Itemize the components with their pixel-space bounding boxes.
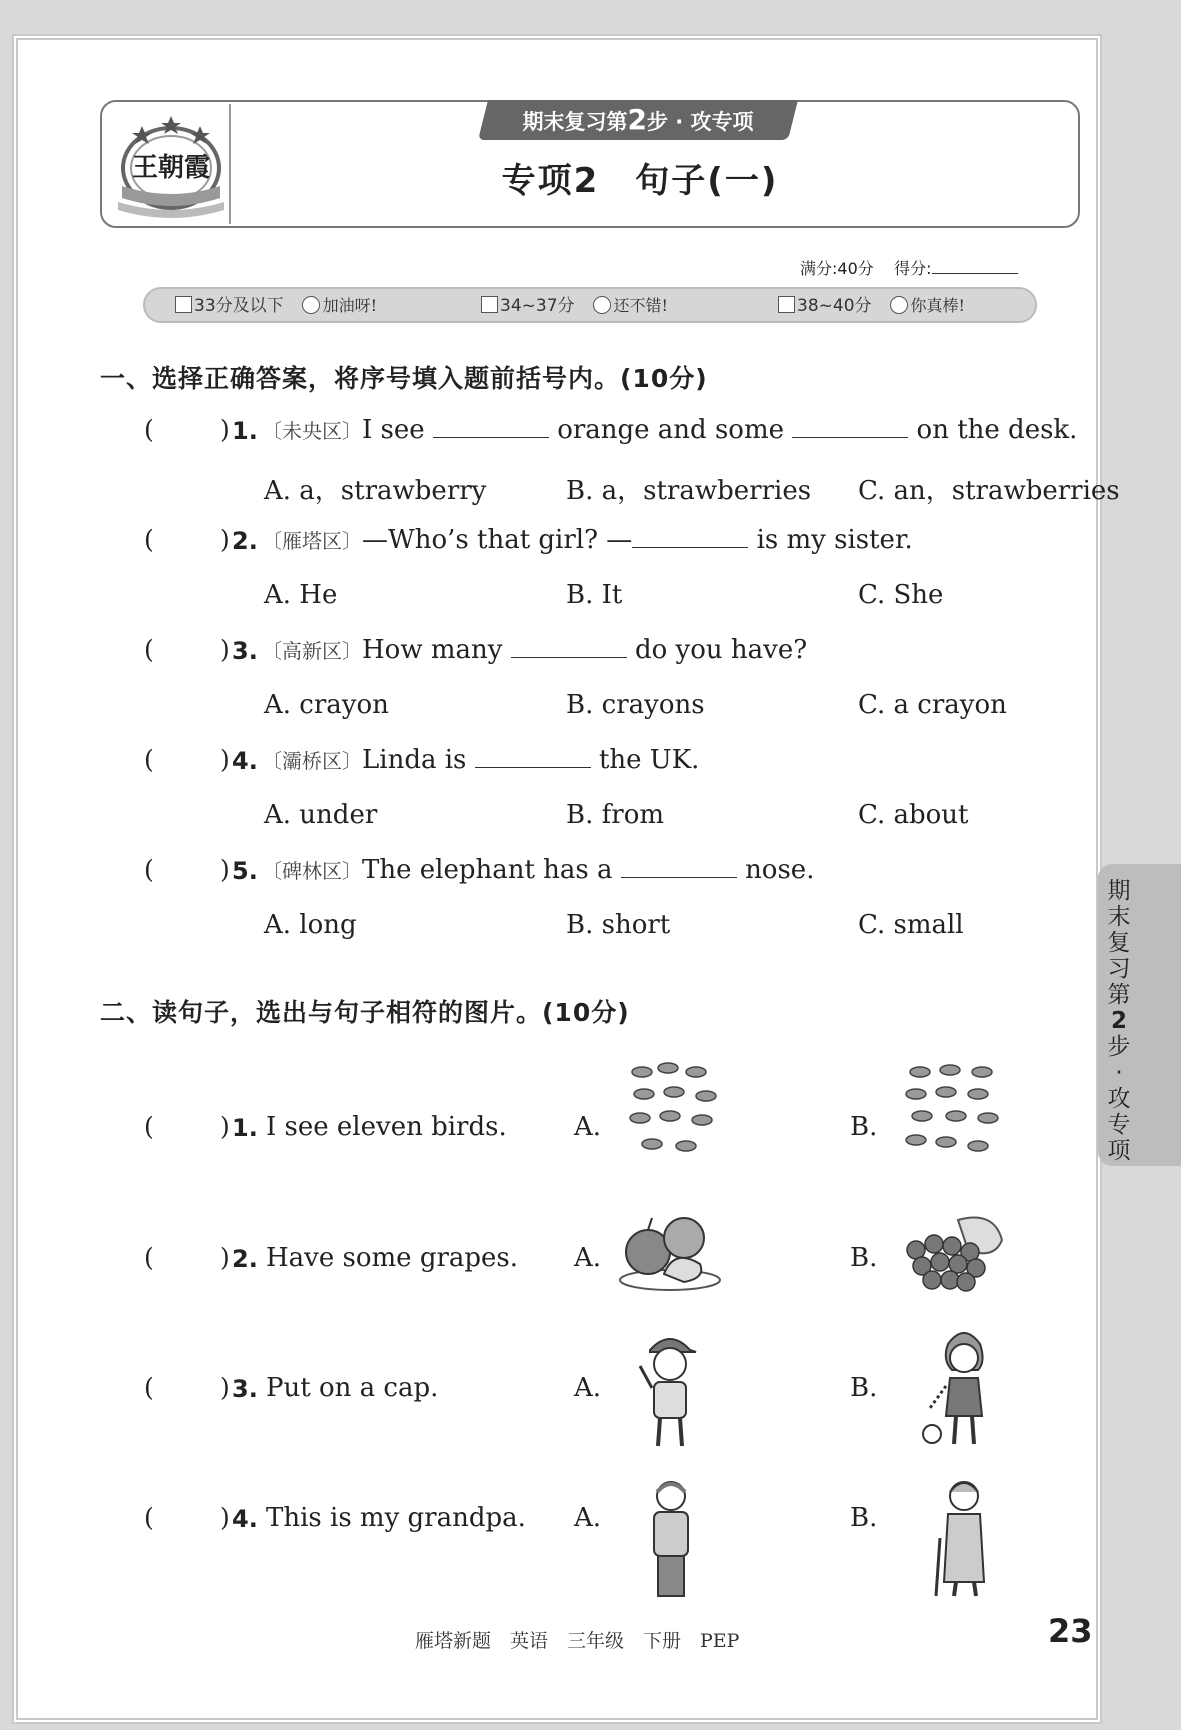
option-b: B. a，strawberries bbox=[566, 476, 812, 506]
page-number: 23 bbox=[1048, 1612, 1093, 1650]
answer-blank[interactable] bbox=[433, 415, 549, 438]
option-c: C. small bbox=[858, 910, 964, 940]
option-a: A. crayon bbox=[264, 690, 389, 720]
answer-blank[interactable] bbox=[621, 855, 737, 878]
question-number: 5. bbox=[232, 857, 258, 885]
question-number: 3. bbox=[232, 1375, 258, 1403]
step-label: 期末复习第2步 · 攻专项 bbox=[522, 103, 754, 136]
answer-blank[interactable] bbox=[792, 415, 908, 438]
question-text: 〔灞桥区〕Linda is the UK. bbox=[262, 745, 700, 775]
choice-b-label: B. bbox=[850, 1112, 878, 1142]
answer-paren: ( bbox=[144, 855, 154, 884]
answer-paren: ) bbox=[220, 1243, 230, 1272]
answer-paren: ) bbox=[220, 1112, 230, 1141]
answer-paren: ) bbox=[220, 525, 230, 554]
footer-text: 雁塔新题 英语 三年级 下册 PEP bbox=[415, 1630, 740, 1652]
option-c: C. about bbox=[858, 800, 969, 830]
option-c: C. an，strawberries bbox=[858, 476, 1120, 506]
face-icon bbox=[302, 296, 320, 314]
question-number: 4. bbox=[232, 1505, 258, 1533]
answer-paren: ( bbox=[144, 1503, 154, 1532]
option-b: B. short bbox=[566, 910, 671, 940]
choice-a-label: A. bbox=[574, 1373, 602, 1403]
answer-blank[interactable] bbox=[475, 745, 591, 768]
question-text: 〔雁塔区〕—Who’s that girl? — is my sister. bbox=[262, 525, 913, 555]
question-number: 1. bbox=[232, 1114, 258, 1142]
logo-divider bbox=[229, 104, 231, 224]
rating-high: 38~40分 你真棒! bbox=[778, 294, 965, 318]
sentence-text: Have some grapes. bbox=[266, 1243, 519, 1273]
option-b: B. from bbox=[566, 800, 664, 830]
svg-text:王朝霞: 王朝霞 bbox=[131, 153, 211, 183]
grandma-picture bbox=[930, 1478, 994, 1600]
side-tab-label: 期 末 复 习 第 2 步 · 攻 专 项 bbox=[1107, 878, 1131, 1164]
rating-checkbox[interactable] bbox=[481, 296, 498, 313]
option-c: C. She bbox=[858, 580, 944, 610]
grandpa-picture bbox=[640, 1478, 702, 1600]
birds-a-picture bbox=[622, 1058, 734, 1170]
answer-paren: ) bbox=[220, 415, 230, 444]
answer-paren: ( bbox=[144, 415, 154, 444]
score-blank[interactable] bbox=[932, 259, 1018, 274]
answer-paren: ) bbox=[220, 855, 230, 884]
choice-a-label: A. bbox=[574, 1112, 602, 1142]
answer-paren: ( bbox=[144, 745, 154, 774]
answer-paren: ) bbox=[220, 1503, 230, 1532]
apples-picture bbox=[614, 1208, 726, 1294]
option-a: A. He bbox=[264, 580, 338, 610]
question-number: 4. bbox=[232, 747, 258, 775]
question-text: 〔碑林区〕The elephant has a nose. bbox=[262, 855, 815, 885]
face-icon bbox=[890, 296, 908, 314]
answer-paren: ( bbox=[144, 525, 154, 554]
rating-low: 33分及以下 加油呀! bbox=[175, 294, 377, 318]
answer-paren: ( bbox=[144, 1243, 154, 1272]
score-line bbox=[800, 256, 1018, 279]
answer-blank[interactable] bbox=[632, 525, 748, 548]
grapes-picture bbox=[898, 1210, 1008, 1296]
choice-b-label: B. bbox=[850, 1373, 878, 1403]
brand-logo bbox=[112, 106, 230, 224]
choice-a-label: A. bbox=[574, 1503, 602, 1533]
rating-checkbox[interactable] bbox=[175, 296, 192, 313]
answer-paren: ( bbox=[144, 1112, 154, 1141]
score-label: 得分: bbox=[894, 259, 932, 278]
question-number: 1. bbox=[232, 417, 258, 445]
rating-mid: 34~37分 还不错! bbox=[481, 294, 668, 318]
section1-heading: 一、选择正确答案，将序号填入题前括号内。(10分) bbox=[100, 364, 708, 393]
question-number: 3. bbox=[232, 637, 258, 665]
answer-paren: ) bbox=[220, 745, 230, 774]
option-a: A. a，strawberry bbox=[264, 476, 487, 506]
option-c: C. a crayon bbox=[858, 690, 1007, 720]
option-b: B. crayons bbox=[566, 690, 705, 720]
section2-heading: 二、读句子，选出与句子相符的图片。(10分) bbox=[100, 998, 630, 1027]
answer-paren: ( bbox=[144, 635, 154, 664]
answer-paren: ( bbox=[144, 1373, 154, 1402]
choice-a-label: A. bbox=[574, 1243, 602, 1273]
question-text: 〔未央区〕I see orange and some on the desk. bbox=[262, 415, 1078, 445]
choice-b-label: B. bbox=[850, 1243, 878, 1273]
option-a: A. long bbox=[264, 910, 357, 940]
girl-ball-picture bbox=[918, 1326, 1004, 1450]
answer-paren: ) bbox=[220, 635, 230, 664]
page-title: 专项2 句子(一) bbox=[501, 161, 779, 201]
choice-b-label: B. bbox=[850, 1503, 878, 1533]
answer-paren: ) bbox=[220, 1373, 230, 1402]
full-score-label: 满分:40分 bbox=[800, 259, 874, 278]
question-number: 2. bbox=[232, 527, 258, 555]
option-b: B. It bbox=[566, 580, 623, 610]
question-number: 2. bbox=[232, 1245, 258, 1273]
boy-cap-picture bbox=[630, 1326, 710, 1450]
sentence-text: Put on a cap. bbox=[266, 1373, 439, 1403]
rating-checkbox[interactable] bbox=[778, 296, 795, 313]
birds-b-picture bbox=[900, 1060, 1012, 1172]
sentence-text: This is my grandpa. bbox=[266, 1503, 526, 1533]
sentence-text: I see eleven birds. bbox=[266, 1112, 507, 1142]
face-icon bbox=[593, 296, 611, 314]
answer-blank[interactable] bbox=[511, 635, 627, 658]
option-a: A. under bbox=[264, 800, 378, 830]
question-text: 〔高新区〕How many do you have? bbox=[262, 635, 808, 665]
